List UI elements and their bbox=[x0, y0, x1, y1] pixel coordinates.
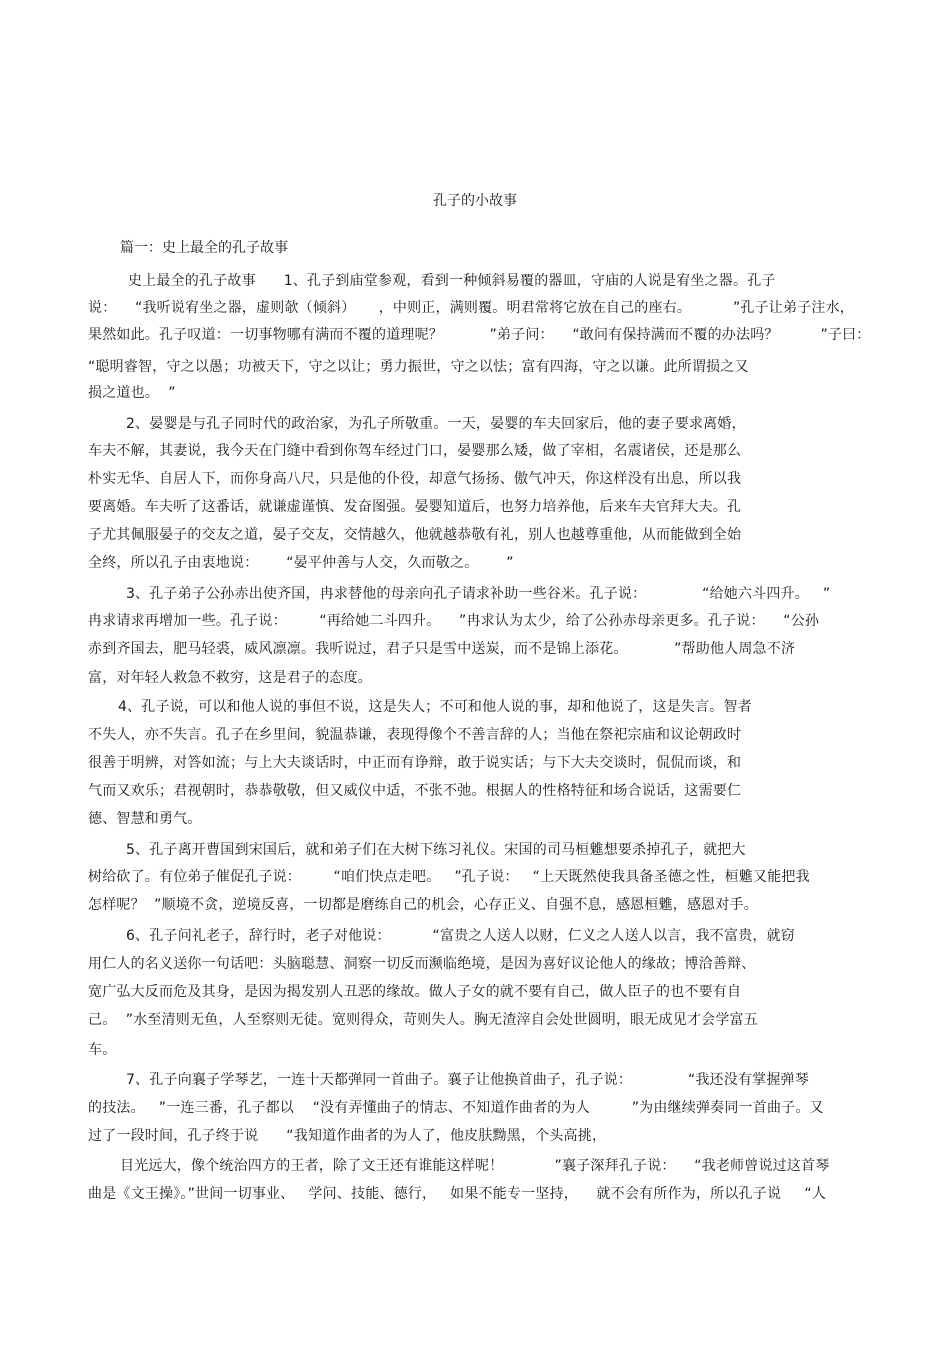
text-line: 2、晏婴是与孔子同时代的政治家，为孔子所敬重。一天，晏婴的车夫回家后，他的妻子要求离婚， bbox=[126, 416, 746, 432]
text-line: 的技法。 ”一连三番，孔子都以 “没有弄懂曲子的情志、不知道作曲者的为人 ”为由继续弹奏同一首曲子。又 bbox=[88, 1100, 824, 1116]
text-line: 6、孔子问礼老子，辞行时，老子对他说： “富贵之人送人以财，仁义之人送人以言，我不富贵，就窃 bbox=[126, 928, 796, 944]
text-line: 过了一段时间，孔子终于说 “我知道作曲者的为人了，他皮肤黝黑，个头高挑， bbox=[88, 1128, 607, 1144]
text-line: 朴实无华、自居人下，而你身高八尺，只是他的仆役，却意气扬扬、傲气冲天，你这样没有出息，所以我 bbox=[88, 471, 742, 487]
text-line: 气而又欢乐；君视朝时，恭恭敬敬，但又威仪中适，不张不弛。根据人的性格特征和场合说话，这需要仁 bbox=[88, 783, 742, 799]
text-line: “聪明睿智，守之以愚；功被天下，守之以让；勇力振世，守之以怯；富有四海，守之以谦。此所谓损之又 bbox=[88, 359, 749, 375]
text-line: 宽广弘大反而危及其身，是因为揭发别人丑恶的缘故。做人子女的就不要有自己，做人臣子的也不要有自 bbox=[88, 984, 742, 1000]
text-line: 用仁人的名义送你一句话吧：头脑聪慧、洞察一切反而濒临绝境，是因为喜好议论他人的缘故；博洽善辩、 bbox=[88, 956, 756, 972]
text-line: 全终，所以孔子由衷地说： “晏平仲善与人交，久而敬之。 ” bbox=[88, 555, 514, 571]
text-line: 很善于明辨，对答如流；与上大夫谈话时，中正而有诤辩，敢于说实话；与下大夫交谈时，侃侃而谈，和 bbox=[88, 755, 742, 771]
text-line: 车。 bbox=[88, 1042, 117, 1058]
text-line: 树给砍了。有位弟子催促孔子说： “咱们快点走吧。 ”孔子说： “上天既然使我具备圣德之性，桓魋又能把我 bbox=[88, 869, 810, 885]
text-line: 3、孔子弟子公孙赤出使齐国，冉求替他的母亲向孔子请求补助一些谷米。孔子说： “给她六斗四升。 ” bbox=[126, 586, 831, 602]
text-line: 史上最全的孔子故事 1、孔子到庙堂参观，看到一种倾斜易覆的器皿，守庙的人说是宥坐之器。孔子 bbox=[128, 273, 776, 289]
text-line: 富，对年轻人救急不救穷，这是君子的态度。 bbox=[88, 670, 372, 686]
text-line: 子尤其佩服晏子的交友之道，晏子交友，交情越久，他就越恭敬有礼，别人也越尊重他，从而能做到全始 bbox=[88, 527, 742, 543]
text-line: 己。 ”水至清则无鱼，人至察则无徒。宽则得众，苛则失人。胸无渣滓自会处世圆明，眼无成见才会学富五 bbox=[88, 1012, 758, 1028]
text-line: 果然如此。孔子叹道：一切事物哪有满而不覆的道理呢？ ”弟子问： “敢问有保持满而不覆的办法吗？ ”子曰： bbox=[88, 327, 871, 343]
text-line: 冉求请求再增加一些。孔子说： “再给她二斗四升。 ”冉求认为太少，给了公孙赤母亲更多。孔子说： “公孙 bbox=[88, 613, 820, 629]
document-title: 孔子的小故事 bbox=[433, 193, 517, 209]
text-line: 车夫不解，其妻说，我今天在门缝中看到你驾车经过门口，晏婴那么矮，做了宰相，名震诸侯，还是那么 bbox=[88, 443, 742, 459]
document-subtitle: 篇一：史上最全的孔子故事 bbox=[120, 240, 288, 256]
text-line: 目光远大，像个统治四方的王者，除了文王还有谁能这样呢！ ”襄子深拜孔子说： “我老师曾说过这首琴 bbox=[120, 1158, 830, 1174]
text-line: 赤到齐国去，肥马轻裘，威风凛凛。我听说过，君子只是雪中送炭，而不是锦上添花。 ”帮助他人周急不济 bbox=[88, 641, 796, 657]
text-line: 曲是《文王操》。”世间一切事业、 学问、技能、德行， 如果不能专一坚持， 就不会有所作为，所以孔子说 “人 bbox=[88, 1186, 827, 1202]
text-line: 要离婚。车夫听了这番话，就谦虚谨慎、发奋图强。晏婴知道后，也努力培养他，后来车夫官拜大夫。孔 bbox=[88, 499, 742, 515]
text-line: 德、智慧和勇气。 bbox=[88, 811, 202, 827]
text-line: 怎样呢？ ”顺境不贪，逆境反喜，一切都是磨练自己的机会，心存正义、自强不息，感恩桓魋，感恩对手。 bbox=[88, 897, 758, 913]
text-line: 5、孔子离开曹国到宋国后，就和弟子们在大树下练习礼仪。宋国的司马桓魋想要杀掉孔子，就把大 bbox=[126, 842, 746, 858]
text-line: 4、孔子说，可以和他人说的事但不说，这是失人；不可和他人说的事，却和他说了，这是失言。智者 bbox=[118, 699, 752, 715]
text-line: 损之道也。 ” bbox=[88, 385, 176, 401]
text-line: 7、孔子向襄子学琴艺，一连十天都弹同一首曲子。襄子让他换首曲子，孔子说： “我还没有掌握弹琴 bbox=[126, 1072, 809, 1088]
text-line: 说： “我听说宥坐之器，虚则欹（倾斜） ，中则正，满则覆。明君常将它放在自己的座右。 ”孔子让弟子注水， bbox=[88, 300, 855, 316]
text-line: 不失人，亦不失言。孔子在乡里间，貌温恭谦，表现得像个不善言辞的人；当他在祭祀宗庙和议论朝政时 bbox=[88, 727, 742, 743]
